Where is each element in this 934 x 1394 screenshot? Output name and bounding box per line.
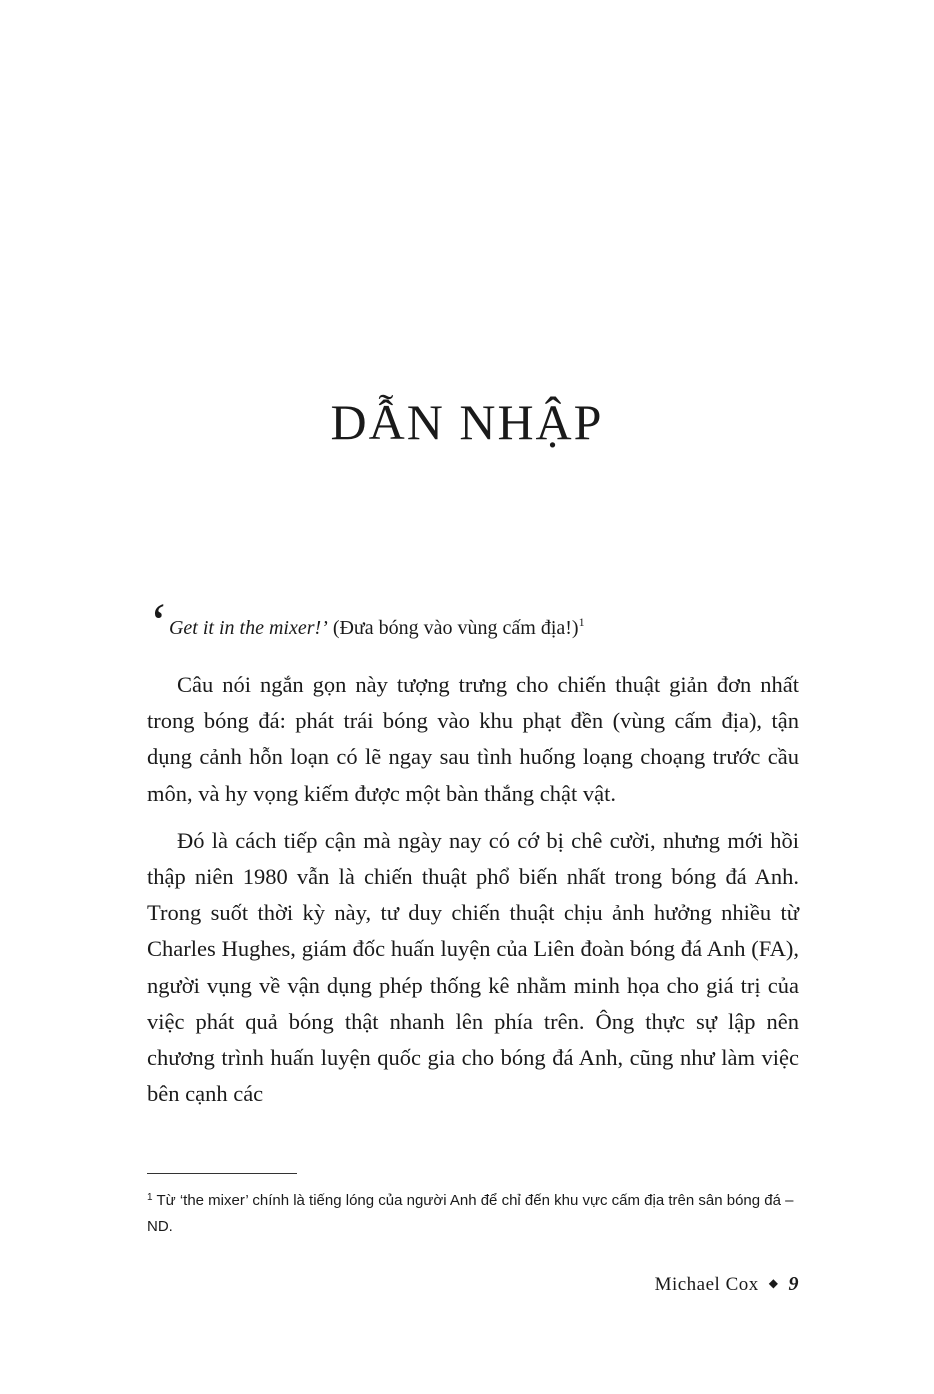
paragraph-1: Câu nói ngắn gọn này tượng trưng cho chiến thuật giản đơn nhất trong bóng đá: phát trái bóng vào khu phạt đền (vùng cấm địa), tận dụng cảnh hỗn loạn có lẽ ngay sau tình huống loạng choạng trước cầu môn, và hy vọng kiếm được một bàn thắng chật vật. xyxy=(147,672,799,806)
footnote-text: Từ ‘the mixer’ chính là tiếng lóng của người Anh để chỉ đến khu vực cấm địa trên sân bóng đá – ND. xyxy=(147,1192,794,1235)
chapter-title: DẪN NHẬP xyxy=(330,394,604,450)
footnote-reference: 1 xyxy=(578,615,585,629)
footnote-divider xyxy=(147,1173,297,1174)
epigraph-quote: Get it in the mixer!’ xyxy=(168,617,328,639)
paragraph-2: Đó là cách tiếp cận mà ngày nay có cớ bị chê cười, nhưng mới hồi thập niên 1980 vẫn là chiến thuật phổ biến nhất trong bóng đá Anh. Trong suốt thời kỳ này, tư duy chiến thuật chịu ảnh hưởng nhiều từ Charles Hughes, giám đốc huấn luyện của Liên đoàn bóng đá Anh (FA), người vụng về vận dụng phép thống kê nhằm minh họa cho giá trị của việc phát quả bóng thật nhanh lên phía trên. Ông thực sự lập nên chương trình huấn luyện quốc gia cho bóng đá Anh, cũng như làm việc bên cạnh các xyxy=(147,827,799,1107)
diamond-separator-icon: ◆ xyxy=(768,1276,779,1290)
footer-author: Michael Cox xyxy=(654,1274,759,1295)
footnote-number: 1 xyxy=(147,1192,153,1203)
body-text xyxy=(147,667,799,1123)
running-footer xyxy=(655,1273,799,1296)
opening-quote-mark: ‘ xyxy=(147,592,165,652)
footnote xyxy=(147,1185,799,1240)
page-number: 9 xyxy=(788,1273,799,1295)
epigraph xyxy=(147,592,799,652)
epigraph-translation: (Đưa bóng vào vùng cấm địa!) xyxy=(327,617,579,639)
